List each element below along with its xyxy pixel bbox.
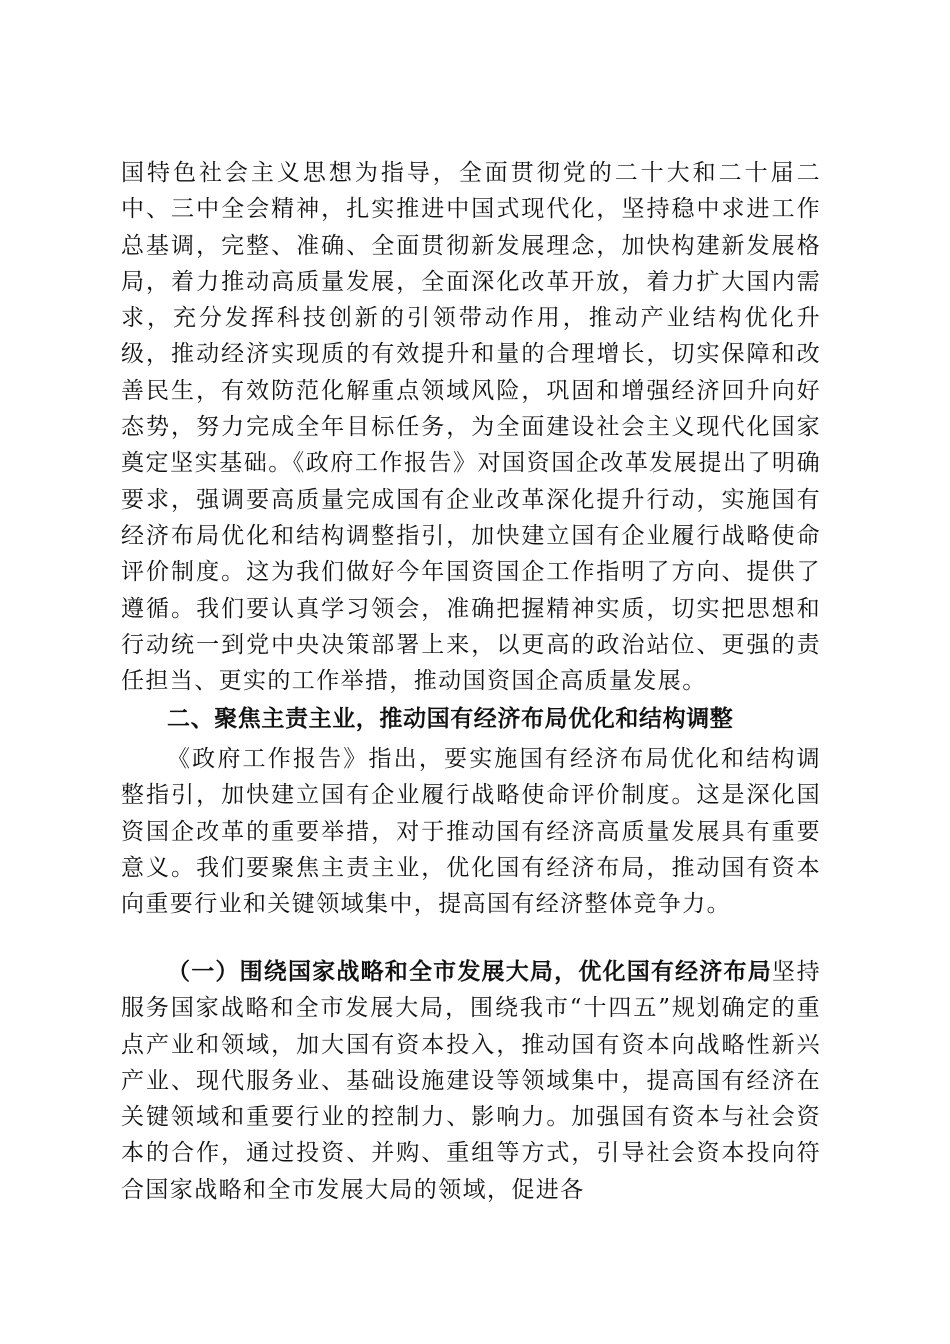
section-heading: 二、聚焦主责主业，推动国有经济布局优化和结构调整 xyxy=(167,706,734,732)
body-paragraph-3-block xyxy=(121,954,821,1208)
body-paragraph-3: 坚持服务国家战略和全市发展大局，围绕我市“十四五”规划确定的重点产业和领域，加大国有资本投入，推动国有资本向战略性新兴产业、现代服务业、基础设施建设等领域集中，提高国有经济在关键领域和重要行业的控制力、影响力。加强国有资本与社会资本的合作，通过投资、并购、重组等方式，引导社会资本投向符合国家战略和全市发展大局的领域，促进各 xyxy=(121,959,822,1203)
body-paragraph-2: 《政府工作报告》指出，要实施国有经济布局优化和结构调整指引，加快建立国有企业履行战略使命评价制度。这是深化国资国企改革的重要举措，对于推动国有经济高质量发展具有重要意义。我们要聚焦主责主业，优化国有经济布局，推动国有资本向重要行业和关键领域集中，提高国有经济整体竞争力。 xyxy=(121,746,821,918)
body-paragraph-1: 国特色社会主义思想为指导，全面贯彻党的二十大和二十届二中、三中全会精神，扎实推进中国式现代化，坚持稳中求进工作总基调，完整、准确、全面贯彻新发展理念，加快构建新发展格局，着力推动高质量发展，全面深化改革开放，着力扩大国内需求，充分发挥科技创新的引领带动作用，推动产业结构优化升级，推动经济实现质的有效提升和量的合理增长，切实保障和改善民生，有效防范化解重点领域风险，巩固和增强经济回升向好态势，努力完成全年目标任务，为全面建设社会主义现代化国家奠定坚实基础。《政府工作报告》对国资国企改革发展提出了明确要求，强调要高质量完成国有企业改革深化提升行动，实施国有经济布局优化和结构调整指引，加快建立国有企业履行战略使命评价制度。这为我们做好今年国资国企工作指明了方向、提供了遵循。我们要认真学习领会，准确把握精神实质，切实把思想和行动统一到党中央决策部署上来，以更高的政治站位、更强的责任担当、更实的工作举措，推动国资国企高质量发展。 xyxy=(121,160,821,695)
subsection-heading: （一）围绕国家战略和全市发展大局，优化国有经济布局 xyxy=(167,959,772,985)
